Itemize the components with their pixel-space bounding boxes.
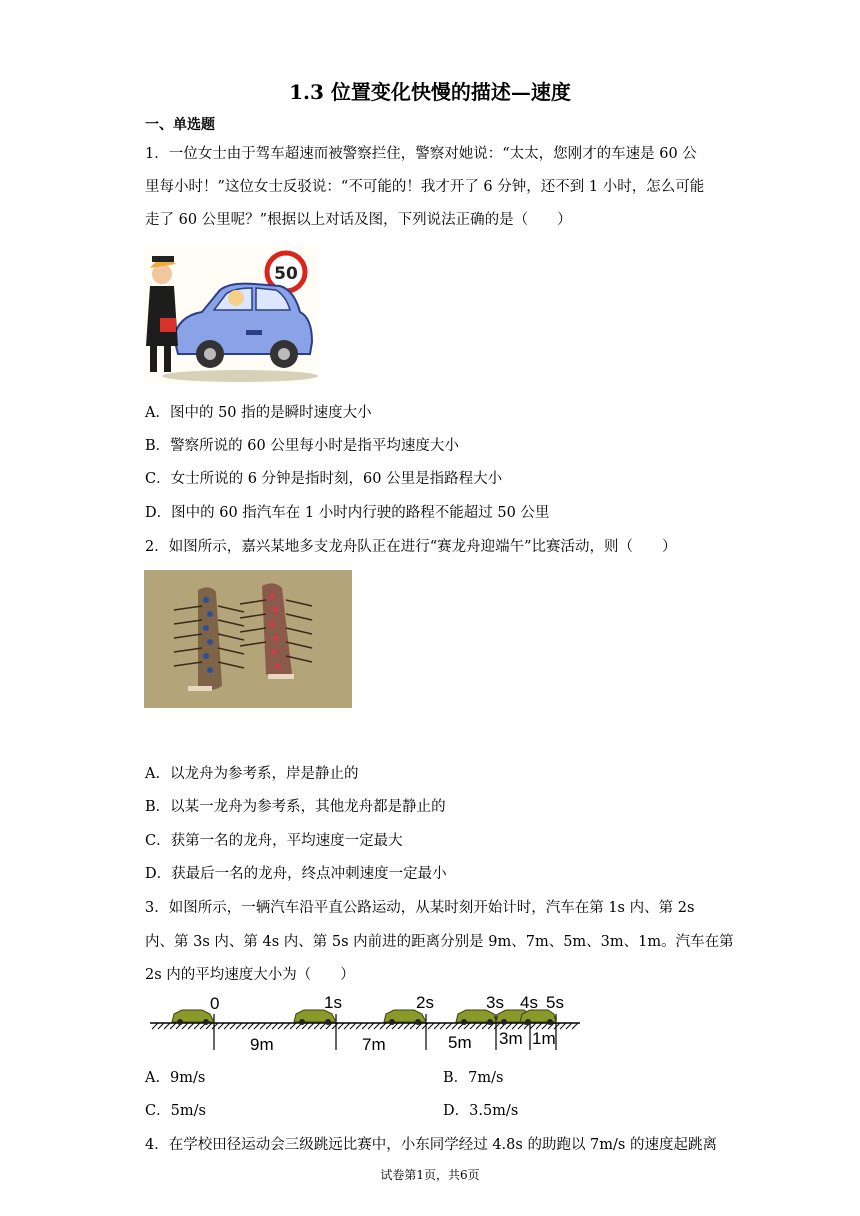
- distance-label: 5m: [448, 1033, 472, 1052]
- time-label: 0: [210, 994, 220, 1013]
- page-footer: 试卷第1页，共6页: [380, 1168, 480, 1182]
- time-label: 3s: [486, 993, 504, 1012]
- time-label: 1s: [324, 993, 342, 1012]
- distance-label: 9m: [250, 1035, 274, 1054]
- q1-option-c: C．女士所说的 6 分钟是指时刻，60 公里是指路程大小: [145, 471, 503, 487]
- time-label: 5s: [546, 993, 564, 1012]
- q1-stem-line: 走了 60 公里呢？”根据以上对话及图，下列说法正确的是（ ）: [145, 212, 572, 228]
- q2-dragon-boat-photo: [144, 570, 352, 708]
- q2-stem-line: 2．如图所示，嘉兴某地多支龙舟队正在进行“赛龙舟迎端午”比赛活动，则（ ）: [145, 539, 677, 555]
- page-title: 1.3 位置变化快慢的描述—速度: [289, 80, 571, 104]
- distance-label: 1m: [532, 1029, 556, 1048]
- q3-stem-line: 2s 内的平均速度大小为（ ）: [145, 967, 355, 983]
- time-label: 4s: [520, 993, 538, 1012]
- time-label: 2s: [416, 993, 434, 1012]
- q1-stem-line: 1．一位女士由于驾车超速而被警察拦住，警察对她说：“太太，您刚才的车速是 60 公: [145, 146, 697, 162]
- q2-option-b: B．以某一龙舟为参考系，其他龙舟都是静止的: [145, 799, 446, 815]
- q3-option-d: D．3.5m/s: [443, 1103, 519, 1119]
- q3-stem-line: 内、第 3s 内、第 4s 内、第 5s 内前进的距离分别是 9m、7m、5m、3m、1m。汽车在第: [145, 934, 734, 950]
- q1-option-b: B．警察所说的 60 公里每小时是指平均速度大小: [145, 438, 459, 454]
- q3-option-a: A．9m/s: [145, 1070, 206, 1086]
- speed-sign-label: 50: [274, 264, 298, 284]
- q1-option-a: A．图中的 50 指的是瞬时速度大小: [145, 405, 372, 421]
- q3-car-motion-figure: [144, 992, 584, 1054]
- q1-police-car-figure: [144, 246, 318, 384]
- section-heading: 一、单选题: [145, 117, 215, 133]
- q3-stem-line: 3．如图所示，一辆汽车沿平直公路运动，从某时刻开始计时，汽车在第 1s 内、第 2s: [145, 900, 695, 916]
- distance-label: 3m: [499, 1029, 523, 1048]
- q2-option-a: A．以龙舟为参考系，岸是静止的: [145, 766, 359, 782]
- q4-stem-line: 4．在学校田径运动会三级跳远比赛中，小东同学经过 4.8s 的助跑以 7m/s 的速度起跳离: [145, 1137, 717, 1153]
- distance-label: 7m: [362, 1035, 386, 1054]
- q1-option-d: D．图中的 60 指汽车在 1 小时内行驶的路程不能超过 50 公里: [145, 505, 550, 521]
- q3-option-c: C．5m/s: [145, 1103, 206, 1119]
- q1-stem-line: 里每小时！”这位女士反驳说：“不可能的！我才开了 6 分钟，还不到 1 小时，怎么可能: [145, 179, 705, 195]
- q3-option-b: B．7m/s: [443, 1070, 504, 1086]
- q2-option-d: D．获最后一名的龙舟，终点冲刺速度一定最小: [145, 866, 447, 882]
- q2-option-c: C．获第一名的龙舟，平均速度一定最大: [145, 833, 403, 849]
